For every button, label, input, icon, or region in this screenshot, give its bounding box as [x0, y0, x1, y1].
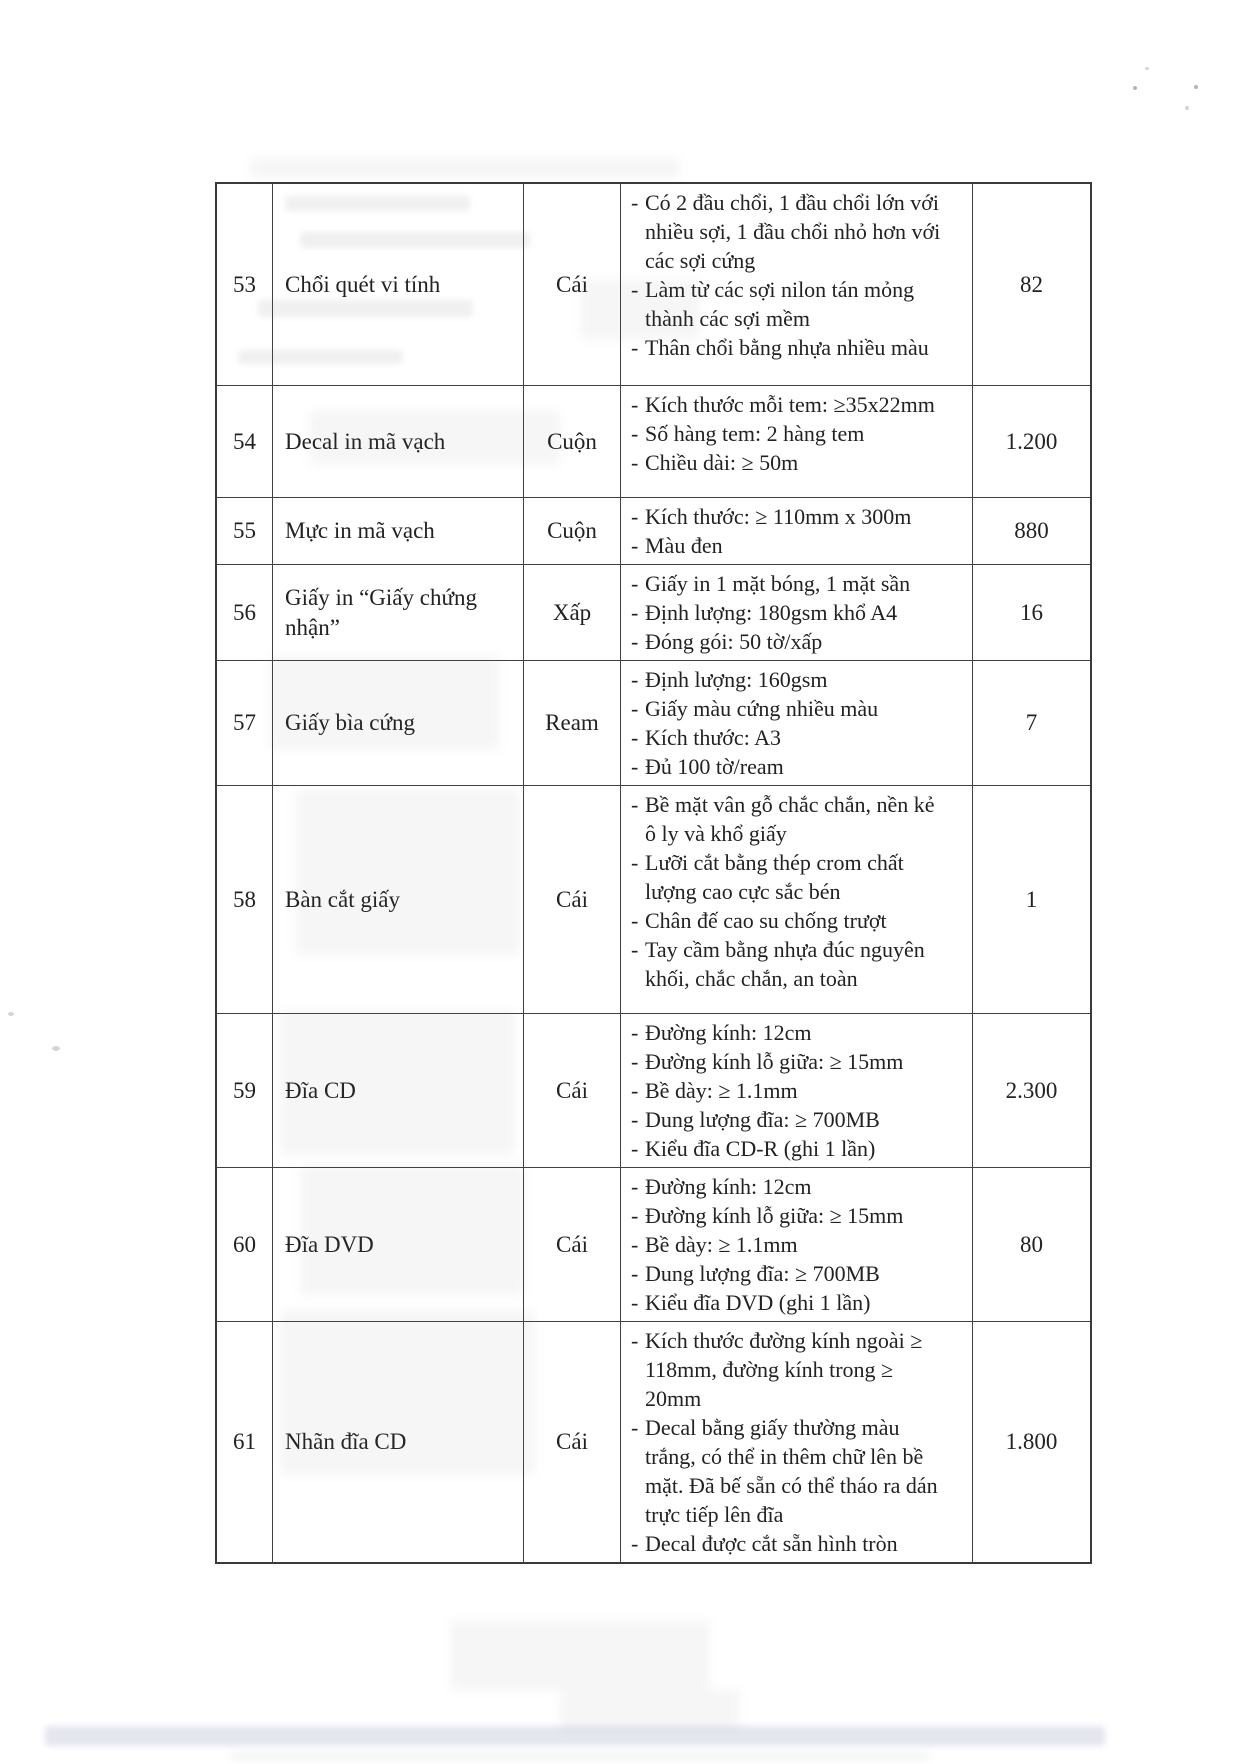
spec-bullet: - Định lượng: 180gsm khổ A4: [628, 598, 950, 627]
item-name-cell: Đĩa DVD: [273, 1168, 524, 1322]
spec-bullet: - Giấy màu cứng nhiều màu: [628, 694, 950, 723]
table-row: [217, 184, 1090, 386]
spec-bullet: - Đủ 100 tờ/ream: [628, 752, 950, 781]
scan-speck: [1133, 86, 1137, 90]
scan-speck: [52, 1046, 60, 1051]
spec-bullet: - Dung lượng đĩa: ≥ 700MB: [628, 1259, 950, 1288]
unit-cell: Ream: [524, 661, 621, 786]
spec-bullet: - Định lượng: 160gsm: [628, 665, 950, 694]
table-row: [217, 786, 1090, 1014]
unit-cell: Cái: [524, 1014, 621, 1168]
item-name-cell: Chổi quét vi tính: [273, 184, 524, 386]
specs-cell: [621, 786, 973, 1014]
spec-bullet: - Đường kính lỗ giữa: ≥ 15mm: [628, 1201, 950, 1230]
spec-bullet: - Decal bằng giấy thường màu trắng, có thể in thêm chữ lên bề mặt. Đã bế sẵn có thể tháo ra dán trực tiếp lên đĩa: [628, 1413, 950, 1529]
table-row: [217, 1322, 1090, 1562]
spec-bullet: - Giấy in 1 mặt bóng, 1 mặt sần: [628, 569, 950, 598]
spec-bullet: - Làm từ các sợi nilon tán mỏng thành các sợi mềm: [628, 275, 950, 333]
spec-bullet: - Bề dày: ≥ 1.1mm: [628, 1230, 950, 1259]
specs-cell: [621, 1014, 973, 1168]
specs-cell: [621, 1322, 973, 1562]
scan-bleedthrough-band: [230, 1752, 930, 1760]
item-name-cell: Nhãn đĩa CD: [273, 1322, 524, 1562]
quantity-cell: 1.200: [973, 386, 1090, 498]
row-number-cell: 55: [217, 498, 273, 565]
item-name-cell: Decal in mã vạch: [273, 386, 524, 498]
spec-bullet: - Kích thước: A3: [628, 723, 950, 752]
unit-cell: Cuộn: [524, 498, 621, 565]
quantity-cell: 1.800: [1005, 1429, 1058, 1454]
spec-bullet: - Bề dày: ≥ 1.1mm: [628, 1076, 950, 1105]
specs-cell: [621, 661, 973, 786]
spec-bullet: - Thân chổi bằng nhựa nhiều màu: [628, 333, 950, 362]
row-number-cell: 57: [217, 661, 273, 786]
row-number-cell: 56: [217, 565, 273, 661]
quantity-cell: 880: [973, 498, 1090, 565]
specs-cell: [621, 184, 973, 386]
spec-bullet: - Dung lượng đĩa: ≥ 700MB: [628, 1105, 950, 1134]
item-name-cell: Mực in mã vạch: [273, 498, 524, 565]
spec-bullet: - Số hàng tem: 2 hàng tem: [628, 419, 950, 448]
spec-bullet: - Đường kính: 12cm: [628, 1172, 950, 1201]
scan-bleedthrough: [450, 1620, 710, 1690]
table-row: [217, 498, 1090, 565]
spec-bullet: - Lưỡi cắt bằng thép crom chất lượng cao cực sắc bén: [628, 848, 950, 906]
scan-bleedthrough: [250, 158, 680, 178]
spec-bullet: - Bề mặt vân gỗ chắc chắn, nền kẻ ô ly và khổ giấy: [628, 790, 950, 848]
spec-bullet: - Tay cầm bằng nhựa đúc nguyên khối, chắc chắn, an toàn: [628, 935, 950, 993]
scan-bleedthrough-band: [45, 1726, 1105, 1746]
item-name-cell: Bàn cắt giấy: [273, 786, 524, 1014]
spec-bullet: - Kích thước: ≥ 110mm x 300m: [628, 502, 950, 531]
item-name-cell: Giấy in “Giấy chứng nhận”: [273, 565, 524, 661]
specs-cell: [621, 1168, 973, 1322]
quantity-cell: 82: [973, 184, 1090, 386]
spec-table: [215, 182, 1092, 1564]
table-row: [217, 565, 1090, 661]
row-number-cell: 60: [217, 1168, 273, 1322]
spec-bullet: - Kiểu đĩa CD-R (ghi 1 lần): [628, 1134, 950, 1163]
spec-bullet: - Đóng gói: 50 tờ/xấp: [628, 627, 950, 656]
item-name-cell: Đĩa CD: [273, 1014, 524, 1168]
spec-bullet: - Đường kính: 12cm: [628, 1018, 950, 1047]
spec-bullet: - Có 2 đầu chổi, 1 đầu chổi lớn với nhiều sợi, 1 đầu chổi nhỏ hơn với các sợi cứng: [628, 188, 950, 275]
scan-speck: [1145, 67, 1149, 70]
specs-cell: [621, 565, 973, 661]
scan-speck: [8, 1012, 14, 1016]
row-number-cell: 59: [217, 1014, 273, 1168]
table-row: [217, 661, 1090, 786]
scan-speck: [1185, 106, 1189, 110]
spec-bullet: - Kích thước đường kính ngoài ≥ 118mm, đường kính trong ≥ 20mm: [628, 1326, 950, 1413]
row-number-cell: 53: [217, 184, 273, 386]
spec-bullet: - Đường kính lỗ giữa: ≥ 15mm: [628, 1047, 950, 1076]
table-row: [217, 1014, 1090, 1168]
table-row: [217, 386, 1090, 498]
unit-cell: Cái: [524, 786, 621, 1014]
spec-bullet: - Chiều dài: ≥ 50m: [628, 448, 950, 477]
unit-cell: Xấp: [524, 565, 621, 661]
table-row: [217, 1168, 1090, 1322]
unit-cell: Cái: [524, 184, 621, 386]
quantity-cell: 1: [973, 786, 1090, 1014]
spec-bullet: - Kiểu đĩa DVD (ghi 1 lần): [628, 1288, 950, 1317]
row-number-cell: 61: [217, 1322, 273, 1562]
scan-bleedthrough: [560, 1690, 740, 1730]
row-number-cell: 58: [217, 786, 273, 1014]
quantity-cell: 80: [973, 1168, 1090, 1322]
spec-bullet: - Chân đế cao su chống trượt: [628, 906, 950, 935]
quantity-cell: 2.300: [973, 1014, 1090, 1168]
row-number-cell: 54: [217, 386, 273, 498]
quantity-cell: 16: [973, 565, 1090, 661]
spec-bullet: - Decal được cắt sẵn hình tròn: [628, 1529, 950, 1558]
spec-bullet: - Màu đen: [628, 531, 950, 560]
unit-cell: Cái: [524, 1168, 621, 1322]
specs-cell: [621, 498, 973, 565]
spec-bullet: - Kích thước mỗi tem: ≥35x22mm: [628, 390, 950, 419]
unit-cell: Cuộn: [524, 386, 621, 498]
quantity-cell: 7: [973, 661, 1090, 786]
item-name-cell: Giấy bìa cứng: [273, 661, 524, 786]
scan-speck: [1194, 85, 1198, 89]
specs-cell: [621, 386, 973, 498]
unit-cell: Cái: [524, 1322, 621, 1562]
